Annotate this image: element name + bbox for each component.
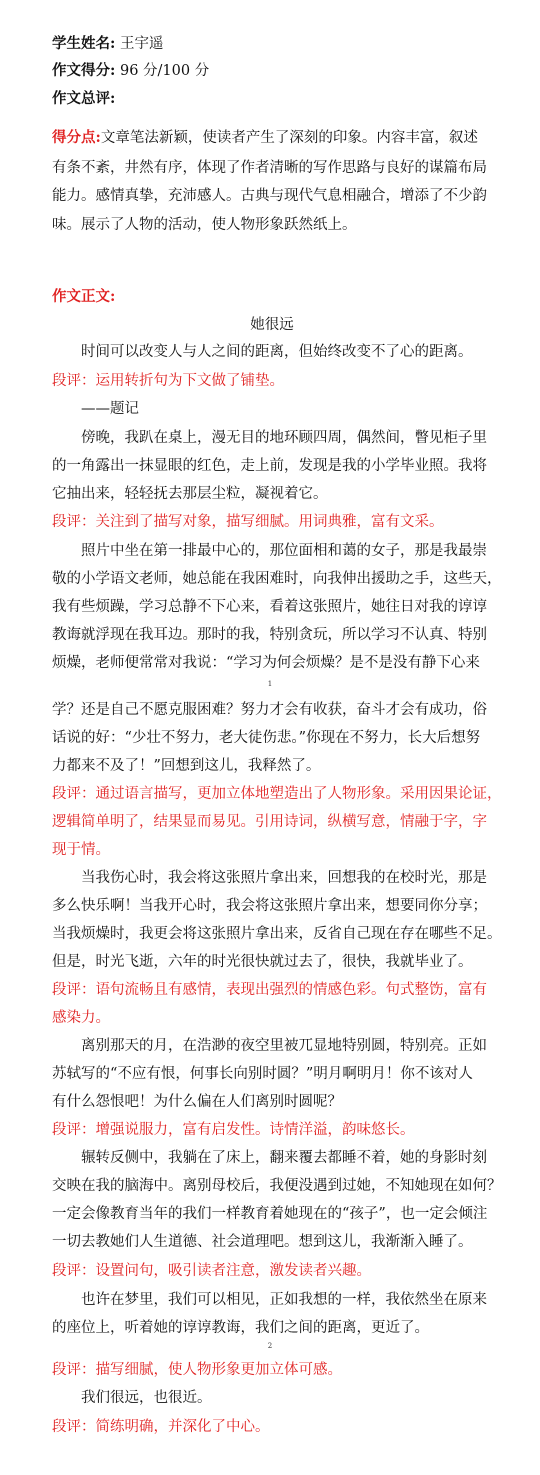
body-line: 当我烦燥时，我更会将这张照片拿出来，反省自己现在存在哪些不足。: [52, 926, 502, 942]
paragraph-comment: 段评：关注到了描写对象，描写细腻。用词典雅，富有文采。: [52, 514, 444, 530]
body-line: 一切去教她们人生道德、社会道理吧。想到这儿，我渐渐入睡了。: [52, 1234, 473, 1250]
epigraph-line: 时间可以改变人与人之间的距离，但始终改变不了心的距离。: [81, 344, 473, 360]
overall-review-label: 作文总评:: [52, 90, 116, 107]
essay-label: 作文正文:: [52, 288, 116, 305]
student-name-label: 学生姓名:: [52, 35, 116, 52]
student-name-value: 王宇遥: [119, 36, 164, 52]
student-name-row: [52, 34, 492, 54]
paragraph-comment: 段评：简练明确，并深化了中心。: [52, 1419, 270, 1435]
page-number: 2: [267, 1342, 273, 1350]
paragraph-comment: 段评：设置问句，吸引读者注意，激发读者兴趣。: [52, 1263, 371, 1279]
body-line: 教诲就浮现在我耳边。那时的我，特别贪玩，所以学习不认真、特别: [52, 627, 487, 643]
body-line: 它抽出来，轻轻抚去那层尘粒，凝视着它。: [52, 486, 328, 502]
paragraph-comment: 现于情。: [52, 842, 110, 858]
body-line: 学？还是自己不愿克服困难？努力才会有收获，奋斗才会有成功，俗: [52, 702, 487, 718]
paragraph-comment: 段评：运用转折句为下文做了铺垫。: [52, 373, 284, 389]
score-points-label: 得分点:: [52, 129, 101, 146]
body-line: 烦燥，老师便常常对我说：“学习为何会烦燥？是不是没有静下心来: [52, 655, 480, 671]
overall-comment-line: 能力。感情真挚，充沛感人。古典与现代气息相融合，增添了不少韵: [52, 188, 487, 204]
score-row: [52, 61, 492, 81]
body-line: 照片中坐在第一排最中心的，那位面相和蔼的女子，那是我最崇: [81, 543, 487, 559]
overall-comment-line: 有条不紊，井然有序，体现了作者清晰的写作思路与良好的谋篇布局: [52, 160, 487, 176]
body-line: 有什么怨恨吧！为什么偏在人们离别时圆呢？: [52, 1094, 342, 1110]
paragraph-comment: 段评：增强说服力，富有启发性。诗情洋溢，韵味悠长。: [52, 1122, 415, 1138]
body-line: 我们很远，也很近。: [81, 1390, 212, 1406]
body-line: 但是，时光飞逝，六年的时光很快就过去了，很快，我就毕业了。: [52, 954, 473, 970]
body-line: 苏轼写的“不应有恨，何事长向别时圆？”明月啊明月！你不该对人: [52, 1066, 473, 1082]
body-line: 交映在我的脑海中。离别母校后，我便没遇到过她，不知她现在如何？: [52, 1178, 502, 1194]
body-line: 傍晚，我趴在桌上，漫无目的地环顾四周，偶然间，瞥见柜子里: [81, 430, 487, 446]
body-line: 也许在梦里，我们可以相见，正如我想的一样，我依然坐在原来: [81, 1292, 487, 1308]
body-line: 话说的好：“少壮不努力，老大徒伤悲。”你现在不努力，长大后想努: [52, 730, 481, 746]
body-line: 离别那天的月，在浩渺的夜空里被兀显地特别圆，特别亮。正如: [81, 1038, 487, 1054]
paragraph-comment: 段评：描写细腻，使人物形象更加立体可感。: [52, 1362, 342, 1378]
body-line: 一定会像教育当年的我们一样教育着她现在的“孩子”，也一定会倾注: [52, 1206, 488, 1222]
body-line: 我有些烦躁，学习总静不下心来，看着这张照片，她往日对我的谆谆: [52, 599, 487, 615]
essay-title: 她很远: [250, 317, 294, 333]
body-line: 多么快乐啊！当我开心时，我会将这张照片拿出来，想要同你分享；: [52, 898, 487, 914]
score-label: 作文得分:: [52, 62, 116, 79]
paragraph-comment: 逻辑简单明了，结果显而易见。引用诗词，纵横写意，情融于字，字: [52, 814, 487, 830]
body-line: 辗转反侧中，我躺在了床上，翻来覆去都睡不着，她的身影时刻: [81, 1150, 487, 1166]
body-line: 敬的小学语文老师，她总能在我困难时，向我伸出援助之手，这些天，: [52, 571, 502, 587]
page-number: 1: [267, 680, 273, 688]
body-line: 的一角露出一抹显眼的红色，走上前，发现是我的小学毕业照。我将: [52, 458, 487, 474]
epigraph-attribution: ——题记: [81, 401, 139, 417]
score-value: 96 分/100 分: [119, 63, 210, 79]
body-line: 当我伤心时，我会将这张照片拿出来，回想我的在校时光，那是: [81, 870, 487, 886]
paragraph-comment: 段评：语句流畅且有感情，表现出强烈的情感色彩。句式整饬，富有: [52, 982, 487, 998]
body-line: 的座位上，听着她的谆谆教诲，我们之间的距离，更近了。: [52, 1320, 429, 1336]
overall-comment-line: 得分点:文章笔法新颖，使读者产生了深刻的印象。内容丰富，叙述: [52, 129, 478, 146]
overall-comment-line: 味。展示了人物的活动，使人物形象跃然纸上。: [52, 217, 357, 233]
paragraph-comment: 段评：通过语言描写，更加立体地塑造出了人物形象。采用因果论证，: [52, 786, 502, 802]
paragraph-comment: 感染力。: [52, 1010, 110, 1026]
body-line: 力都来不及了！”回想到这儿，我释然了。: [52, 758, 321, 774]
